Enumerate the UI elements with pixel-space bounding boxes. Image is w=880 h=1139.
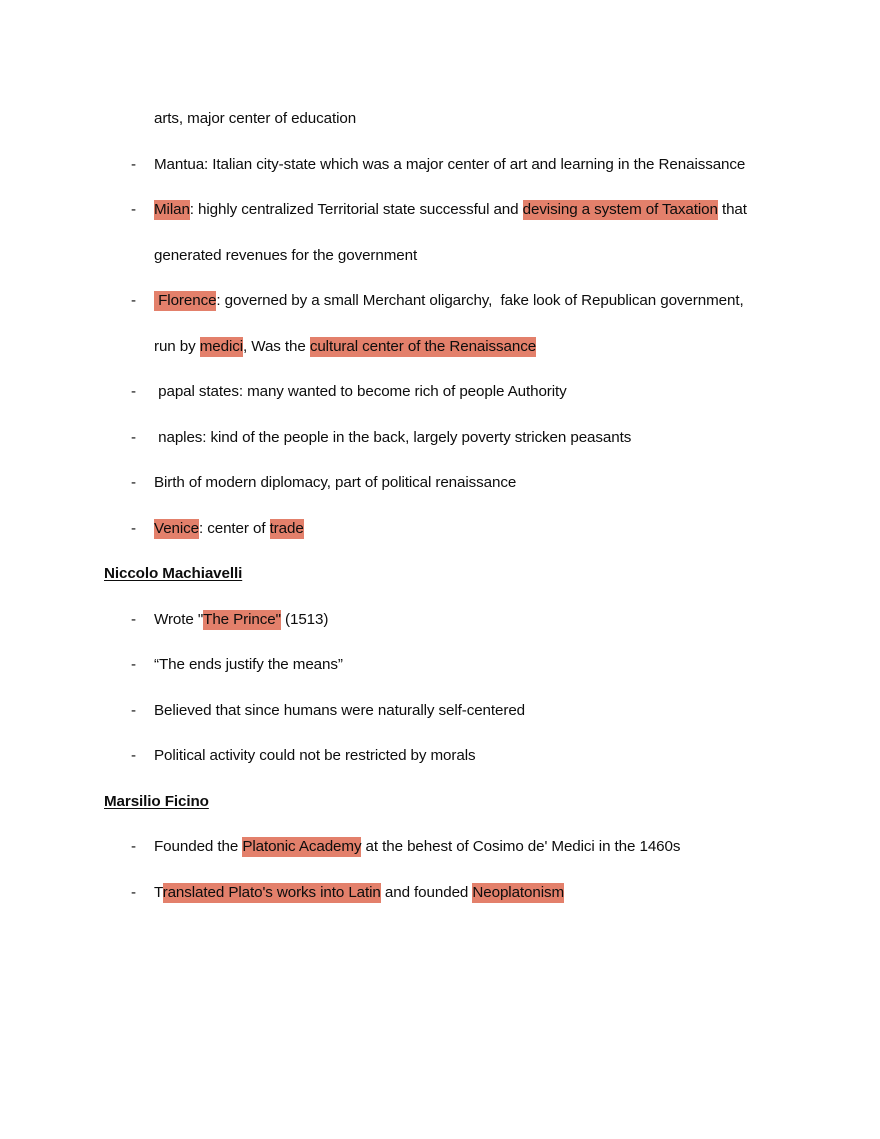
bullet-the-prince xyxy=(104,597,764,643)
bullet-florence xyxy=(104,278,764,369)
plain-text: (1513) xyxy=(280,610,329,628)
bullet-text xyxy=(154,519,304,539)
outline-blocks xyxy=(104,142,764,916)
plain-text: papal states: many wanted to become rich of people Authority xyxy=(154,383,567,400)
plain-text: Founded the xyxy=(154,838,243,855)
bullet-milan xyxy=(104,187,764,278)
highlighted-text: Venice xyxy=(154,519,199,537)
bullet-dash-icon: - xyxy=(131,883,136,901)
highlighted-text: ranslated Plato's works into Latin xyxy=(162,883,381,901)
bullet-dash-icon: - xyxy=(131,701,136,719)
highlighted-text: Platonic Academy xyxy=(242,838,362,855)
bullet-dash-icon: - xyxy=(131,155,136,173)
highlighted-text: Milan xyxy=(154,201,190,218)
plain-text: Mantua: Italian city-state which was a major center of art and learning in the xyxy=(154,155,659,173)
continuation-line: arts, major center of education xyxy=(154,110,357,127)
highlighted-text: Neoplatonism xyxy=(472,883,565,901)
bullet-dash-icon: - xyxy=(131,838,136,855)
plain-text: Renaissance xyxy=(658,155,746,173)
heading-niccolo-machiavelli xyxy=(104,551,764,597)
plain-text: : highly centralized Territorial state successful and xyxy=(189,201,523,218)
heading-marsilio-ficino xyxy=(104,779,764,825)
bullet-dash-icon: - xyxy=(131,519,136,537)
bullet-dash-icon: - xyxy=(131,292,136,309)
highlighted-text: cultural center of the Renaissance xyxy=(309,337,537,355)
bullet-dash-icon: - xyxy=(131,428,136,446)
bullet-mantua xyxy=(104,142,764,188)
plain-text: at the behest of Cosimo de' Medici in the 1460s xyxy=(361,838,681,855)
bullet-ends-justify-means xyxy=(104,642,764,688)
bullet-text xyxy=(154,383,567,400)
bullet-self-centered xyxy=(104,688,764,734)
bullet-dash-icon: - xyxy=(131,656,136,673)
bullet-venice xyxy=(104,506,764,552)
bullet-dash-icon: - xyxy=(131,474,136,491)
highlighted-text: medici xyxy=(199,337,244,355)
plain-text: that generated revenues for the government xyxy=(154,201,752,264)
plain-text: T xyxy=(154,883,163,901)
bullet-text xyxy=(154,200,751,264)
highlighted-text: The Prince" xyxy=(203,610,281,628)
bullet-text xyxy=(154,156,745,173)
plain-text: “The ends justify the means” xyxy=(154,656,343,673)
bullet-dash-icon: - xyxy=(131,201,136,218)
highlighted-text: Florence xyxy=(154,292,217,309)
bullet-dash-icon: - xyxy=(131,747,136,764)
bullet-political-morals xyxy=(104,733,764,779)
bullet-text xyxy=(154,610,328,630)
plain-text: naples: kind of the people in the back, largely poverty stricken peasants xyxy=(154,428,632,446)
bullet-dash-icon: - xyxy=(131,383,136,400)
bullet-diplomacy xyxy=(104,460,764,506)
bullet-papal-states xyxy=(104,369,764,415)
highlighted-text: trade xyxy=(269,519,304,537)
bullet-dash-icon: - xyxy=(131,610,136,628)
plain-text: , Was the xyxy=(243,337,310,355)
heading-text: Marsilio Ficino xyxy=(104,792,209,810)
bullet-text xyxy=(154,702,525,719)
bullet-text xyxy=(154,656,343,673)
bullet-platonic-academy xyxy=(104,824,764,870)
bullet-naples xyxy=(104,415,764,461)
highlighted-text: devising a system of Taxation xyxy=(522,201,718,218)
bullet-text xyxy=(154,747,475,764)
plain-text: : center of xyxy=(199,519,270,537)
plain-text: : governed by a small Merchant oligarchy, fake look of Republican government, run by xyxy=(154,292,748,355)
bullet-text xyxy=(154,291,748,357)
heading-text: Niccolo Machiavelli xyxy=(104,565,243,582)
bullet-text xyxy=(154,883,564,903)
bullet-text xyxy=(154,474,516,491)
plain-text: Political activity could not be restricted by morals xyxy=(154,747,476,764)
bullet-translated-plato xyxy=(104,870,764,916)
plain-text: Birth of modern diplomacy, part of political renaissance xyxy=(154,474,517,491)
plain-text: and founded xyxy=(380,883,473,901)
plain-text: Believed that since humans were naturally self-centered xyxy=(154,701,526,719)
bullet-text xyxy=(154,429,631,446)
document-body xyxy=(104,96,764,915)
plain-text: Wrote " xyxy=(154,610,204,628)
bullet-text xyxy=(154,837,680,857)
